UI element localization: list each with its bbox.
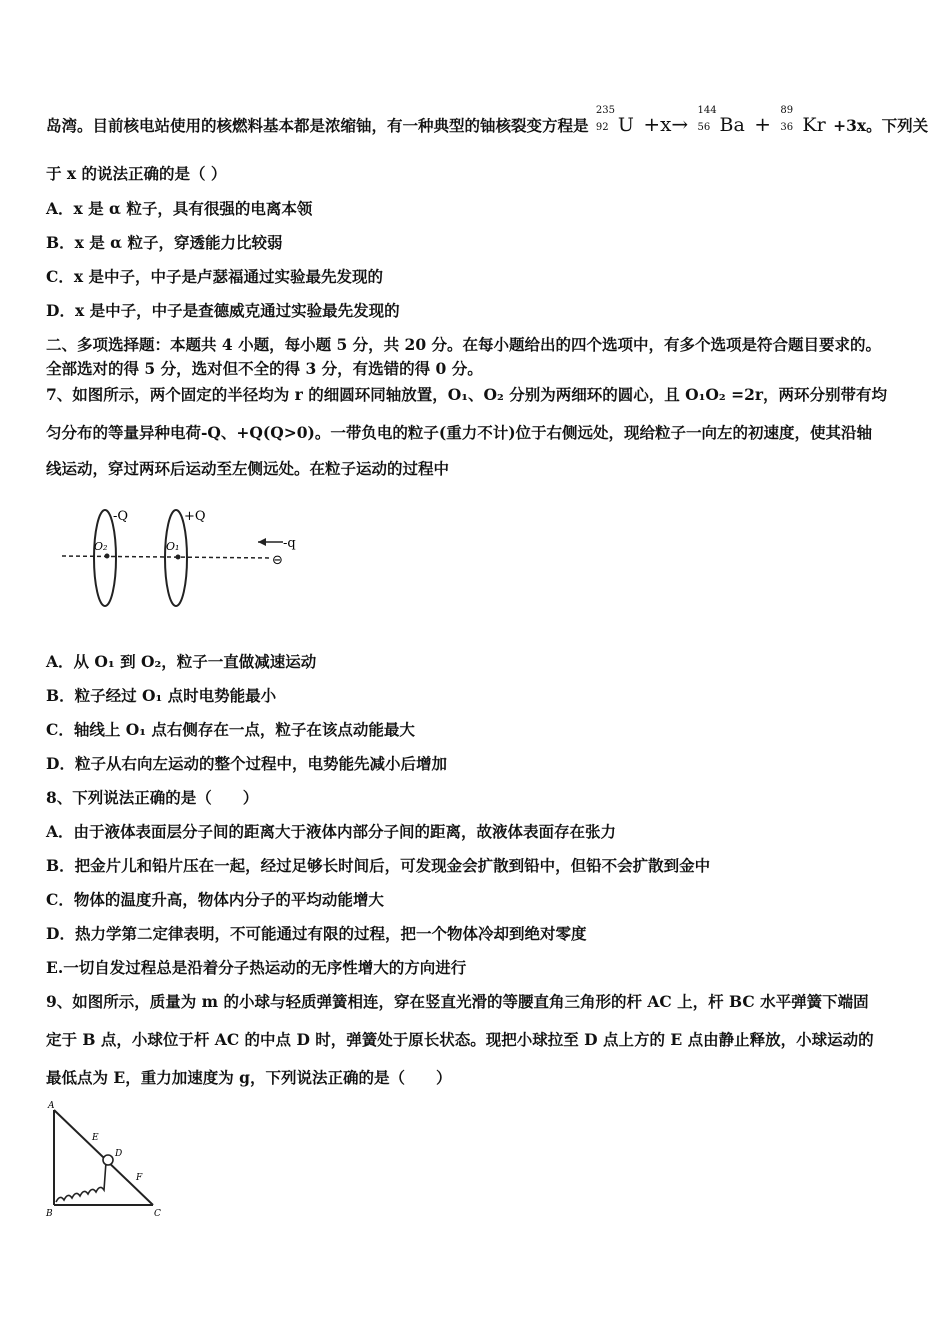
ba-symbol: Ba	[719, 114, 745, 136]
q6-option-b: B．x 是 α 粒子，穿透能力比较弱	[46, 233, 283, 252]
ba-mass: 144	[697, 105, 717, 116]
kr-z: 36	[780, 122, 794, 133]
plus-sign: +	[754, 112, 772, 136]
ring-left-center-label: O₂	[94, 540, 108, 553]
ba-z: 56	[697, 122, 711, 133]
nuclide-krypton	[780, 105, 826, 136]
q6-option-c: C．x 是中子，中子是卢瑟福通过实验最先发现的	[46, 267, 383, 286]
label-f: F	[136, 1173, 143, 1183]
particle-symbol: ⊖	[272, 553, 283, 568]
ring-left-charge: -Q	[113, 509, 129, 524]
kr-mass: 89	[780, 105, 794, 116]
center-dot-o2	[105, 554, 110, 559]
nuclide-barium	[697, 105, 745, 136]
particle-charge-label: -q	[283, 536, 296, 551]
q9-triangle-figure	[40, 1098, 170, 1220]
ring-left	[94, 510, 116, 606]
section2-line1: 二、多项选择题：本题共 4 小题，每小题 5 分，共 20 分。在每小题给出的四个选项中，有多个选项是符合题目要求的。	[46, 335, 882, 354]
u-mass: 235	[595, 105, 616, 116]
q9-stem-line2: 定于 B 点，小球位于杆 AC 的中点 D 时，弹簧处于原长状态。现把小球拉至 D 点上方的 E 点由静止释放，小球运动的	[46, 1030, 874, 1049]
q6-intro: 岛湾。目前核电站使用的核燃料基本都是浓缩铀，有一种典型的铀核裂变方程是	[46, 116, 589, 135]
label-b: B	[46, 1209, 53, 1219]
spring	[56, 1162, 106, 1202]
section2-line2: 全部选对的得 5 分，选对但不全的得 3 分，有选错的得 0 分。	[46, 359, 483, 378]
label-d: D	[115, 1149, 123, 1159]
ring-right-charge: +Q	[184, 509, 206, 524]
u-symbol: U	[617, 114, 634, 136]
q8-option-c: C．物体的温度升高，物体内分子的平均动能增大	[46, 890, 384, 909]
label-c: C	[154, 1209, 161, 1219]
q6-tail: +3x。下列关	[833, 116, 929, 135]
ball-d	[103, 1155, 113, 1165]
q7-stem-line2: 匀分布的等量异种电荷-Q、+Q(Q>0)。一带负电的粒子(重力不计)位于右侧远处，现给粒子一向左的初速度，使其沿轴	[46, 423, 873, 442]
q6-option-d: D．x 是中子，中子是查德威克通过实验最先发现的	[46, 301, 400, 320]
q8-stem: 8、下列说法正确的是（ ）	[46, 788, 259, 807]
q7-option-c: C．轴线上 O₁ 点右侧存在一点，粒子在该点动能最大	[46, 720, 415, 739]
nuclide-uranium	[595, 105, 634, 136]
label-a: A	[48, 1101, 55, 1111]
q7-rings-figure	[58, 500, 308, 615]
velocity-arrow-head	[258, 538, 266, 546]
center-dot-o1	[176, 555, 181, 560]
q8-option-b: B．把金片儿和铅片压在一起，经过足够长时间后，可发现金会扩散到铅中，但铅不会扩散到金中	[46, 856, 711, 875]
q8-option-d: D．热力学第二定律表明，不可能通过有限的过程，把一个物体冷却到绝对零度	[46, 924, 587, 943]
q6-stem-line1	[46, 105, 929, 136]
kr-symbol: Kr	[802, 114, 826, 136]
q6-option-a: A．x 是 α 粒子，具有很强的电离本领	[46, 199, 313, 218]
q9-stem-line3: 最低点为 E，重力加速度为 g，下列说法正确的是（ ）	[46, 1068, 452, 1087]
q7-stem-line1: 7、如图所示，两个固定的半径均为 r 的细圆环同轴放置，O₁、O₂ 分别为两细环的圆心，且 O₁O₂ =2r，两环分别带有均	[46, 385, 888, 404]
q8-option-e: E.一切自发过程总是沿着分子热运动的无序性增大的方向进行	[46, 958, 467, 977]
q7-stem-line3: 线运动，穿过两环后运动至左侧远处。在粒子运动的过程中	[46, 459, 450, 478]
q7-option-a: A．从 O₁ 到 O₂，粒子一直做减速运动	[46, 652, 317, 671]
q7-option-b: B．粒子经过 O₁ 点时电势能最小	[46, 686, 277, 705]
q8-option-a: A．由于液体表面层分子间的距离大于液体内部分子间的距离，故液体表面存在张力	[46, 822, 617, 841]
q6-stem-line2: 于 x 的说法正确的是（ ）	[46, 164, 227, 183]
q9-stem-line1: 9、如图所示，质量为 m 的小球与轻质弹簧相连，穿在竖直光滑的等腰直角三角形的杆 AC 上，杆 BC 水平弹簧下端固	[46, 992, 869, 1011]
q7-option-d: D．粒子从右向左运动的整个过程中，电势能先减小后增加	[46, 754, 447, 773]
plus-x-arrow: +x→	[643, 112, 689, 136]
label-e: E	[92, 1133, 99, 1143]
ring-right-center-label: O₁	[166, 540, 180, 553]
u-z: 92	[595, 122, 609, 133]
